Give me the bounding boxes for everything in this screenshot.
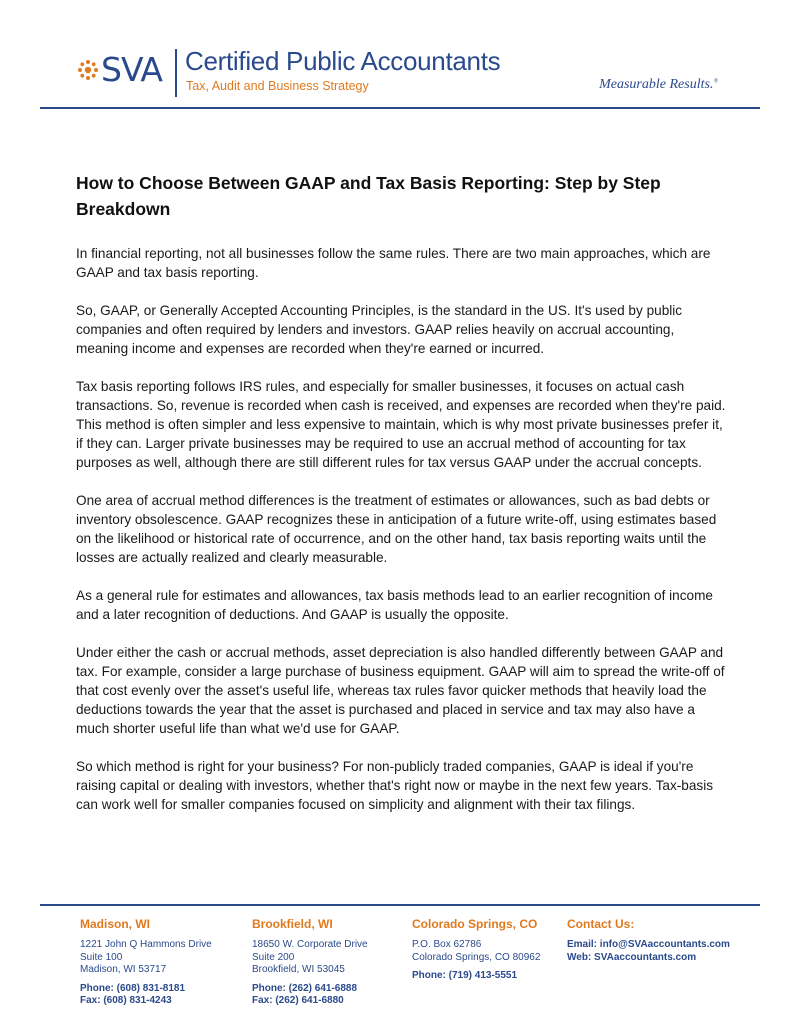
address-line: Suite 100 [80,951,123,963]
phone-number: Phone: (262) 641-6888 [252,982,358,994]
slogan-text: Measurable Results. [599,77,714,92]
paragraph: So which method is right for your business? For non-publicly traded companies, GAAP is ideal if you're raising capital or dealing with investors, whether that's right now or maybe in the next few years. Tax-basis can work well for smaller companies focused on simplicity and alignment with their tax filings. [76,759,714,812]
paragraph: As a general rule for estimates and allowances, tax basis methods lead to an earlier recognition of income and a later recognition of deductions. And GAAP is usually the opposite. [76,588,713,622]
fax-number: Fax: (608) 831-4243 [80,995,172,1006]
footer-rule [40,904,760,906]
footer [0,916,800,1026]
logo-text: SVA [101,50,162,89]
address-line: Brookfield, WI 53045 [252,964,345,975]
address-line: 18650 W. Corporate Drive [252,939,368,950]
address-line: P.O. Box 62786 [412,939,482,950]
article [76,170,730,833]
contact-email-link[interactable]: Email: info@SVAaccountants.com [567,939,730,950]
office-madison [80,916,212,1008]
paragraph: So, GAAP, or Generally Accepted Accounting Principles, is the standard in the US. It's used by public companies and often required by lenders and investors. GAAP relies heavily on accrual accounting, meaning income and expenses are recorded when they're earned or incurred. [76,303,683,356]
logo-divider [175,49,177,97]
office-name: Brookfield, WI [252,917,333,931]
contact-web-link[interactable]: Web: SVAaccountants.com [567,951,697,963]
header-tagline: Tax, Audit and Business Strategy [186,79,369,93]
address-line: 1221 John Q Hammons Drive [80,939,212,950]
contact-heading: Contact Us: [567,917,635,931]
office-colorado-springs [412,916,540,983]
fax-number: Fax: (262) 641-6880 [252,995,344,1006]
office-name: Madison, WI [80,917,150,931]
address-line: Colorado Springs, CO 80962 [412,951,541,963]
header-title: Certified Public Accountants [185,46,501,76]
address-line: Suite 200 [252,951,295,963]
header-rule [40,107,760,109]
address-line: Madison, WI 53717 [80,964,167,975]
phone-number: Phone: (608) 831-8181 [80,982,186,994]
office-name: Colorado Springs, CO [412,917,538,931]
article-title: How to Choose Between GAAP and Tax Basis Reporting: Step by Step Breakdown [76,173,661,219]
paragraph: In financial reporting, not all businesses follow the same rules. There are two main approaches, which are GAAP and tax basis reporting. [76,246,711,280]
paragraph: Under either the cash or accrual methods, asset depreciation is also handled differently between GAAP and tax. For example, consider a large purchase of business equipment. GAAP will aim to spread the write-off of that cost evenly over the asset's useful life, whereas tax rules favor quicker methods that heavily load the deductions towards the year that the asset is purchased and placed in service and tax may also have a much shorter useful life than what we'd use for GAAP. [76,645,725,736]
office-brookfield [252,916,368,1008]
slogan [599,77,718,93]
registered-mark: ® [713,78,718,85]
paragraph: Tax basis reporting follows IRS rules, and especially for smaller businesses, it focuses on actual cash transactions. So, revenue is recorded when cash is received, and expenses are recorded when they're paid. This method is often simpler and less expensive to maintain, which is why most private businesses prefer it, if they can. Larger private businesses may be required to use an accrual method of accounting for tax purposes as well, although there are still different rules for tax versus GAAP under the accrual concepts. [76,379,726,470]
phone-number: Phone: (719) 413-5551 [412,970,518,981]
sunburst-logo-icon [77,59,99,81]
paragraph: One area of accrual method differences is the treatment of estimates or allowances, such as bad debts or inventory obsolescence. GAAP recognizes these in anticipation of a future write-off, using estimates based on the likelihood or historical rate of occurrence, and on the other hand, tax basis reporting waits until the losses are actually realized and clearly measurable. [76,493,717,565]
contact-us [567,916,730,964]
